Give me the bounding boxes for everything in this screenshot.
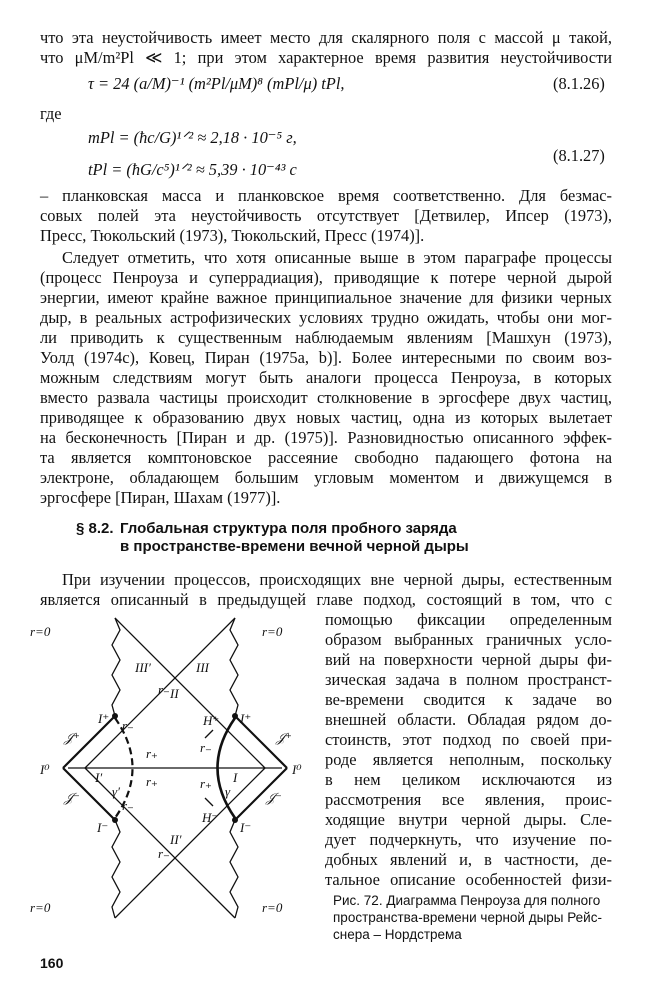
horizon-label: H⁺ <box>203 713 220 728</box>
worldline-label: γ <box>225 784 231 799</box>
singularity-zigzag <box>112 820 120 918</box>
text-line: приводящее к образованию двух новых частиц, одна из которых вылетает <box>40 408 612 427</box>
text-line: Уолд (1974c), Ковец, Пиран (1975a, b)]. Более интересными по своим воз- <box>40 348 612 367</box>
section-title: Глобальная структура поля пробного заряда <box>120 520 457 537</box>
label-r0: r=0 <box>262 900 283 915</box>
text-line: ве-времени сводится к задаче во <box>325 690 612 709</box>
equation-number: (8.1.26) <box>553 74 605 93</box>
text-line: на бесконечность [Пиран и др. (1975)]. Разновидностью описанного эффек- <box>40 428 612 447</box>
text-line: является описанный в предыдущей главе подход, состоящий в том, что с <box>40 590 612 609</box>
section-number: § 8.2. <box>76 520 114 537</box>
text-line: можным следствиям могут быть аналоги процесса Пенроуза, в которых <box>40 368 612 387</box>
text-line: зическая задача в полном пространст- <box>325 670 612 689</box>
radius-label: r₊ <box>146 746 158 761</box>
figure-caption: снера – Нордстрема <box>333 927 462 942</box>
page-number: 160 <box>40 955 64 971</box>
scri-label: 𝒥⁺ <box>64 730 80 745</box>
text-line: помощью фиксации определенным <box>325 610 612 629</box>
scri-label: 𝒥⁺ <box>276 730 292 745</box>
point-label: I⁺ <box>240 711 252 726</box>
text-line: роде является неполным, поскольку <box>325 750 612 769</box>
radius-label: r₋ <box>158 682 170 697</box>
region-label: II <box>170 686 179 701</box>
text-line: вместо развала частицы происходит столкновение в эргосфере двух частиц, <box>40 388 612 407</box>
text-line: (процесс Пенроуза и суперрадиация), приводящие к потере черной дырой <box>40 268 612 287</box>
text-line: Следует отметить, что хотя описанные выше в этом параграфе процессы <box>62 248 612 267</box>
region-label: I′ <box>95 770 103 785</box>
label-r0: r=0 <box>262 624 283 639</box>
text-line: совых полей эта неустойчивость отсутствует [Детвилер, Ипсер (1973), <box>40 206 612 225</box>
text-line: внешней области. Обладая рядом до- <box>325 710 612 729</box>
text-line: что эта неустойчивость имеет место для скалярного поля с массой μ такой, <box>40 28 612 47</box>
label-r0: r=0 <box>30 624 51 639</box>
text-line: в нем целиком исключаются из <box>325 770 612 789</box>
region-label: III′ <box>135 660 151 675</box>
text-line: При изучении процессов, происходящих вне черной дыры, естественным <box>62 570 612 589</box>
singularity-zigzag <box>112 618 120 716</box>
diagram-line <box>115 618 265 768</box>
equation-number: (8.1.27) <box>553 146 605 165</box>
penrose-diagram <box>0 600 325 950</box>
text-line: тальное описание особенностей физи- <box>325 870 612 889</box>
figure-caption: пространства-времени черной дыры Рейс- <box>333 910 602 925</box>
text-line: электроне, обладающем большим угловым моментом и движущемся в <box>40 468 612 487</box>
radius-label: r₋ <box>122 718 134 733</box>
singularity-zigzag <box>230 820 238 918</box>
vertex-dot <box>232 817 238 823</box>
region-label: III <box>196 660 209 675</box>
radius-label: r₊ <box>146 774 158 789</box>
section-title: в пространстве-времени вечной черной дыры <box>120 538 469 555</box>
diagram-line <box>85 768 235 918</box>
arrow <box>205 798 213 806</box>
worldline-label: γ′ <box>112 784 120 799</box>
radius-label: r₋ <box>158 846 170 861</box>
text-line: эргосфере [Пиран, Шахам (1977)]. <box>40 488 281 507</box>
label-r0: r=0 <box>30 900 51 915</box>
text-line: энергии, имеют крайне важное принципиальное значение для физики черных <box>40 288 612 307</box>
radius-label: r₋ <box>122 798 134 813</box>
text-line: дыр, в реальных астрофизических условиях трудно ожидать, чтобы они мог- <box>40 308 612 327</box>
radius-label: r₊ <box>200 776 212 791</box>
text-line: ли приводить к существенным наблюдаемым явлениям [Машхун (1973), <box>40 328 612 347</box>
diagram-line <box>115 768 265 918</box>
region-label: I <box>233 770 238 785</box>
text-line: добных явлений и, в частности, де- <box>325 850 612 869</box>
text-where: где <box>40 104 62 123</box>
text-line: – планковская масса и планковское время соответственно. Для безмас- <box>40 186 612 205</box>
point-label: I⁻ <box>240 820 252 835</box>
scri-label: 𝒥⁻ <box>64 790 80 805</box>
point-label: I⁺ <box>98 711 110 726</box>
text-line: вий на поверхности черной дыры фи- <box>325 650 612 669</box>
text-line: Пресс, Тюкольский (1973), Тюкольский, Пресс (1974)]. <box>40 226 425 245</box>
equation-8-1-26: τ = 24 (a/M)⁻¹ (m²Pl/μM)⁸ (mPl/μ) tPl, <box>88 74 345 93</box>
text-line: стоинств, этот подход по своей при- <box>325 730 612 749</box>
point-label: I⁻ <box>97 820 109 835</box>
vertex-dot <box>232 713 238 719</box>
equation-planck-mass: mPl = (ħc/G)¹ᐟ² ≈ 2,18 · 10⁻⁵ г, <box>88 128 297 147</box>
horizon-label: H⁻ <box>202 810 219 825</box>
vertex-dot <box>112 817 118 823</box>
singularity-zigzag <box>230 618 238 716</box>
text-line: та является комптоновское рассеяние свободно падающего фотона на <box>40 448 612 467</box>
equation-planck-time: tPl = (ħG/c⁵)¹ᐟ² ≈ 5,39 · 10⁻⁴³ с <box>88 160 297 179</box>
text-line: образом выбранных граничных усло- <box>325 630 612 649</box>
figure-caption: Рис. 72. Диаграмма Пенроуза для полного <box>333 893 601 908</box>
vertex-dot <box>112 713 118 719</box>
point-label: I⁰ <box>292 762 302 777</box>
text-line: дует подчеркнуть, что изучение по- <box>325 830 612 849</box>
text-line: что μM/m²Pl ≪ 1; при этом характерное время развития неустойчивости <box>40 48 612 67</box>
scri-label: 𝒥⁻ <box>266 790 282 805</box>
point-label: I⁰ <box>40 762 50 777</box>
arrow <box>205 730 213 738</box>
radius-label: r₋ <box>200 740 212 755</box>
text-line: рассмотрения все явления, проис- <box>325 790 612 809</box>
region-label: II′ <box>170 832 182 847</box>
text-line: ходящие внутри черной дыры. Сле- <box>325 810 612 829</box>
